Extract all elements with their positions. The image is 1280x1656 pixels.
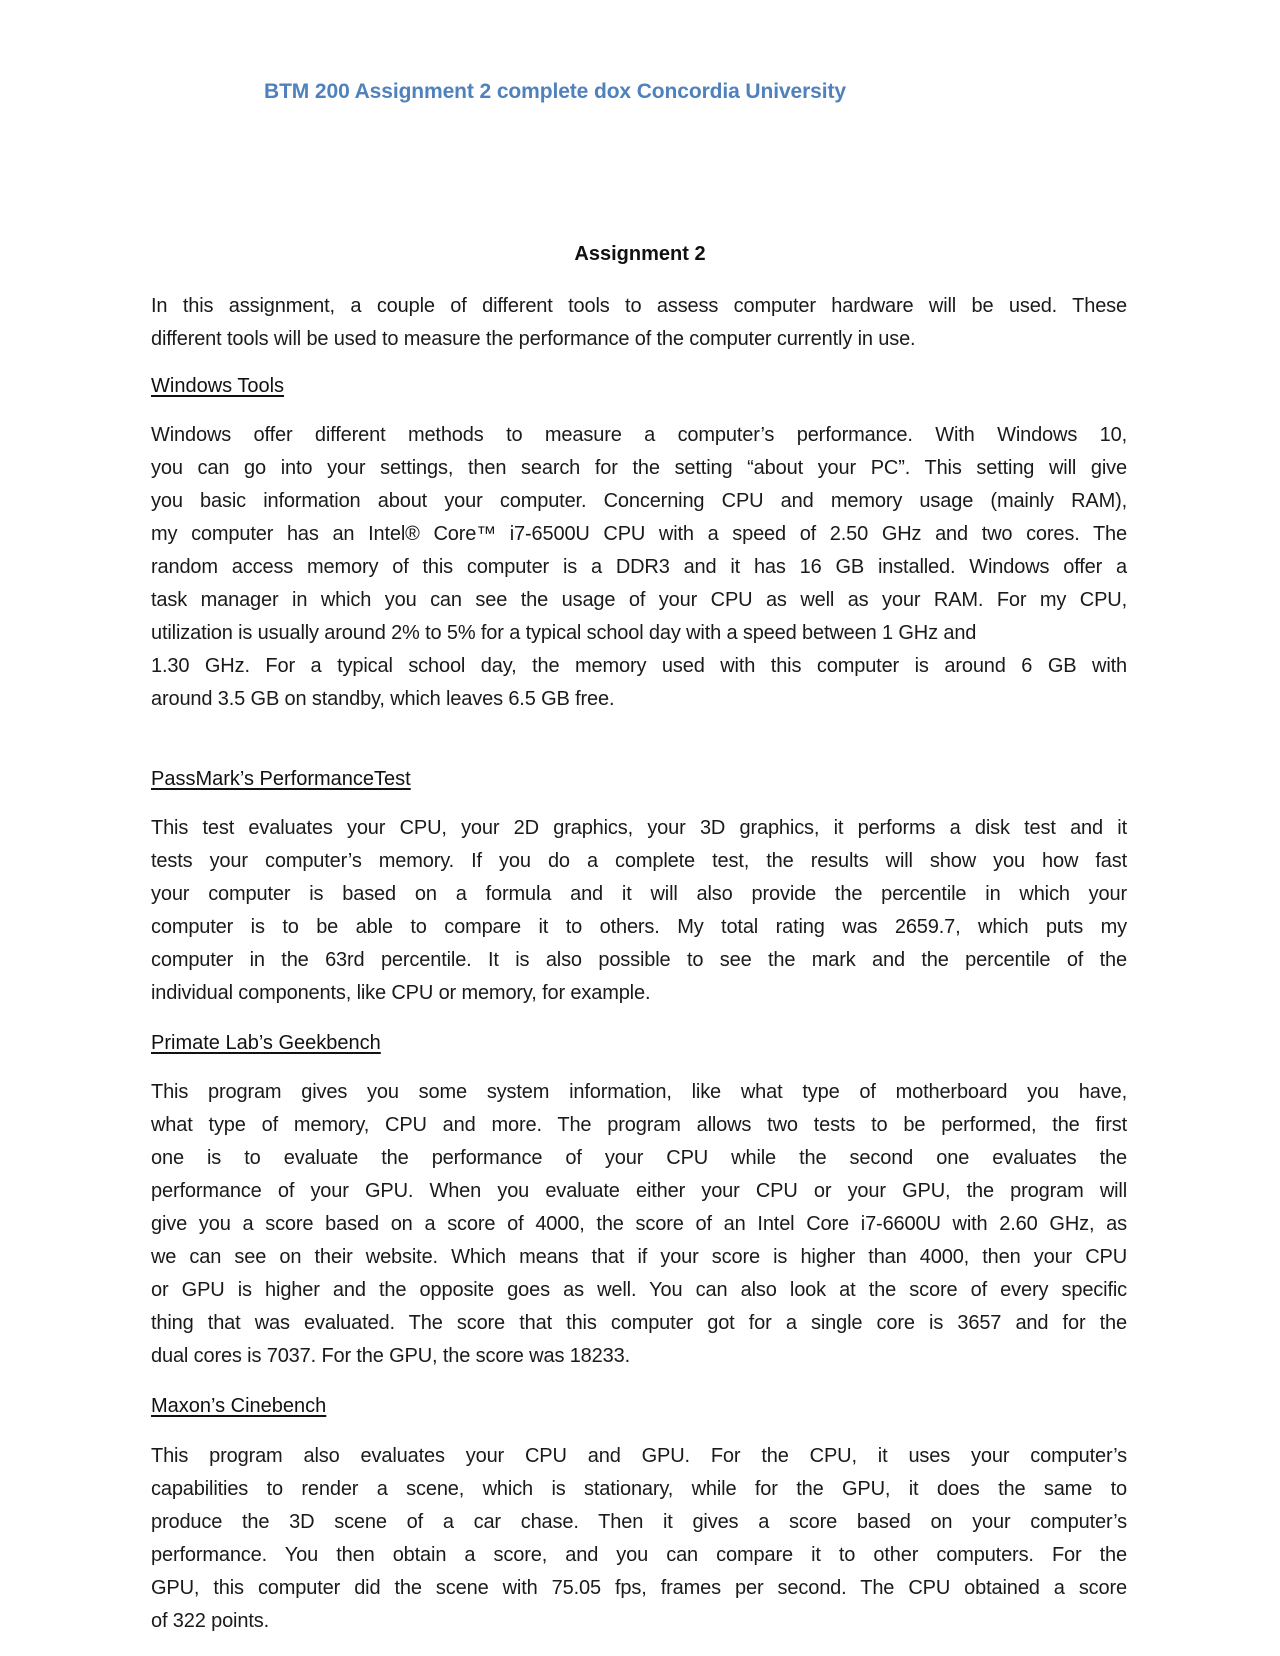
paragraph-line: of 322 points. [151, 1610, 269, 1632]
paragraph-line: give you a score based on a score of 4000, the score of an Intel Core i7-6600U with 2.60 GHz, as [151, 1213, 1127, 1235]
paragraph-line: one is to evaluate the performance of your CPU while the second one evaluates the [151, 1147, 1127, 1169]
paragraph-line: what type of memory, CPU and more. The program allows two tests to be performed, the first [151, 1114, 1127, 1136]
paragraph-line: produce the 3D scene of a car chase. Then it gives a score based on your computer’s [151, 1511, 1127, 1533]
paragraph-line: This program also evaluates your CPU and GPU. For the CPU, it uses your computer’s [151, 1445, 1127, 1467]
paragraph-line: This test evaluates your CPU, your 2D graphics, your 3D graphics, it performs a disk test and it [151, 817, 1127, 839]
paragraph-line: GPU, this computer did the scene with 75.05 fps, frames per second. The CPU obtained a score [151, 1577, 1127, 1599]
paragraph-line: random access memory of this computer is a DDR3 and it has 16 GB installed. Windows offer a [151, 556, 1127, 578]
paragraph-line: you basic information about your computer. Concerning CPU and memory usage (mainly RAM), [151, 490, 1127, 512]
paragraph-line: or GPU is higher and the opposite goes as well. You can also look at the score of every specific [151, 1279, 1127, 1301]
paragraph-line: performance of your GPU. When you evaluate either your CPU or your GPU, the program will [151, 1180, 1127, 1202]
document-title: BTM 200 Assignment 2 complete dox Concordia University [264, 80, 846, 103]
paragraph-line: This program gives you some system information, like what type of motherboard you have, [151, 1081, 1127, 1103]
paragraph-line: In this assignment, a couple of different tools to assess computer hardware will be used. These [151, 295, 1127, 317]
paragraph-line: utilization is usually around 2% to 5% for a typical school day with a speed between 1 GHz and [151, 622, 977, 644]
assignment-heading: Assignment 2 [574, 243, 706, 265]
section-heading-passmark: PassMark’s PerformanceTest [151, 768, 411, 790]
paragraph-line: computer is to be able to compare it to others. My total rating was 2659.7, which puts my [151, 916, 1127, 938]
paragraph-line: individual components, like CPU or memory, for example. [151, 982, 651, 1004]
section-paragraph-passmark [151, 812, 1127, 1010]
intro-paragraph [151, 290, 1127, 356]
section-heading-windows-tools: Windows Tools [151, 375, 285, 397]
section-heading-cinebench: Maxon’s Cinebench [151, 1395, 327, 1417]
paragraph-line: task manager in which you can see the usage of your CPU as well as your RAM. For my CPU, [151, 589, 1127, 611]
section-paragraph-cinebench [151, 1440, 1127, 1638]
paragraph-line: Windows offer different methods to measure a computer’s performance. With Windows 10, [151, 424, 1127, 446]
section-paragraph-windows-tools [151, 419, 1127, 716]
paragraph-line: you can go into your settings, then search for the setting “about your PC”. This setting will give [151, 457, 1127, 479]
paragraph-line: dual cores is 7037. For the GPU, the score was 18233. [151, 1345, 630, 1367]
paragraph-line: different tools will be used to measure the performance of the computer currently in use. [151, 328, 916, 350]
paragraph-line: performance. You then obtain a score, and you can compare it to other computers. For the [151, 1544, 1127, 1566]
paragraph-line: my computer has an Intel® Core™ i7-6500U CPU with a speed of 2.50 GHz and two cores. The [151, 523, 1127, 545]
paragraph-line: thing that was evaluated. The score that this computer got for a single core is 3657 and for the [151, 1312, 1127, 1334]
paragraph-line: tests your computer’s memory. If you do a complete test, the results will show you how fast [151, 850, 1127, 872]
section-paragraph-geekbench [151, 1076, 1127, 1373]
paragraph-line: 1.30 GHz. For a typical school day, the memory used with this computer is around 6 GB with [151, 655, 1127, 677]
paragraph-line: computer in the 63rd percentile. It is also possible to see the mark and the percentile of the [151, 949, 1127, 971]
paragraph-line: capabilities to render a scene, which is stationary, while for the GPU, it does the same to [151, 1478, 1127, 1500]
paragraph-line: your computer is based on a formula and it will also provide the percentile in which your [151, 883, 1127, 905]
paragraph-line: we can see on their website. Which means that if your score is higher than 4000, then your CPU [151, 1246, 1127, 1268]
section-heading-geekbench: Primate Lab’s Geekbench [151, 1032, 381, 1054]
paragraph-line: around 3.5 GB on standby, which leaves 6.5 GB free. [151, 688, 615, 710]
